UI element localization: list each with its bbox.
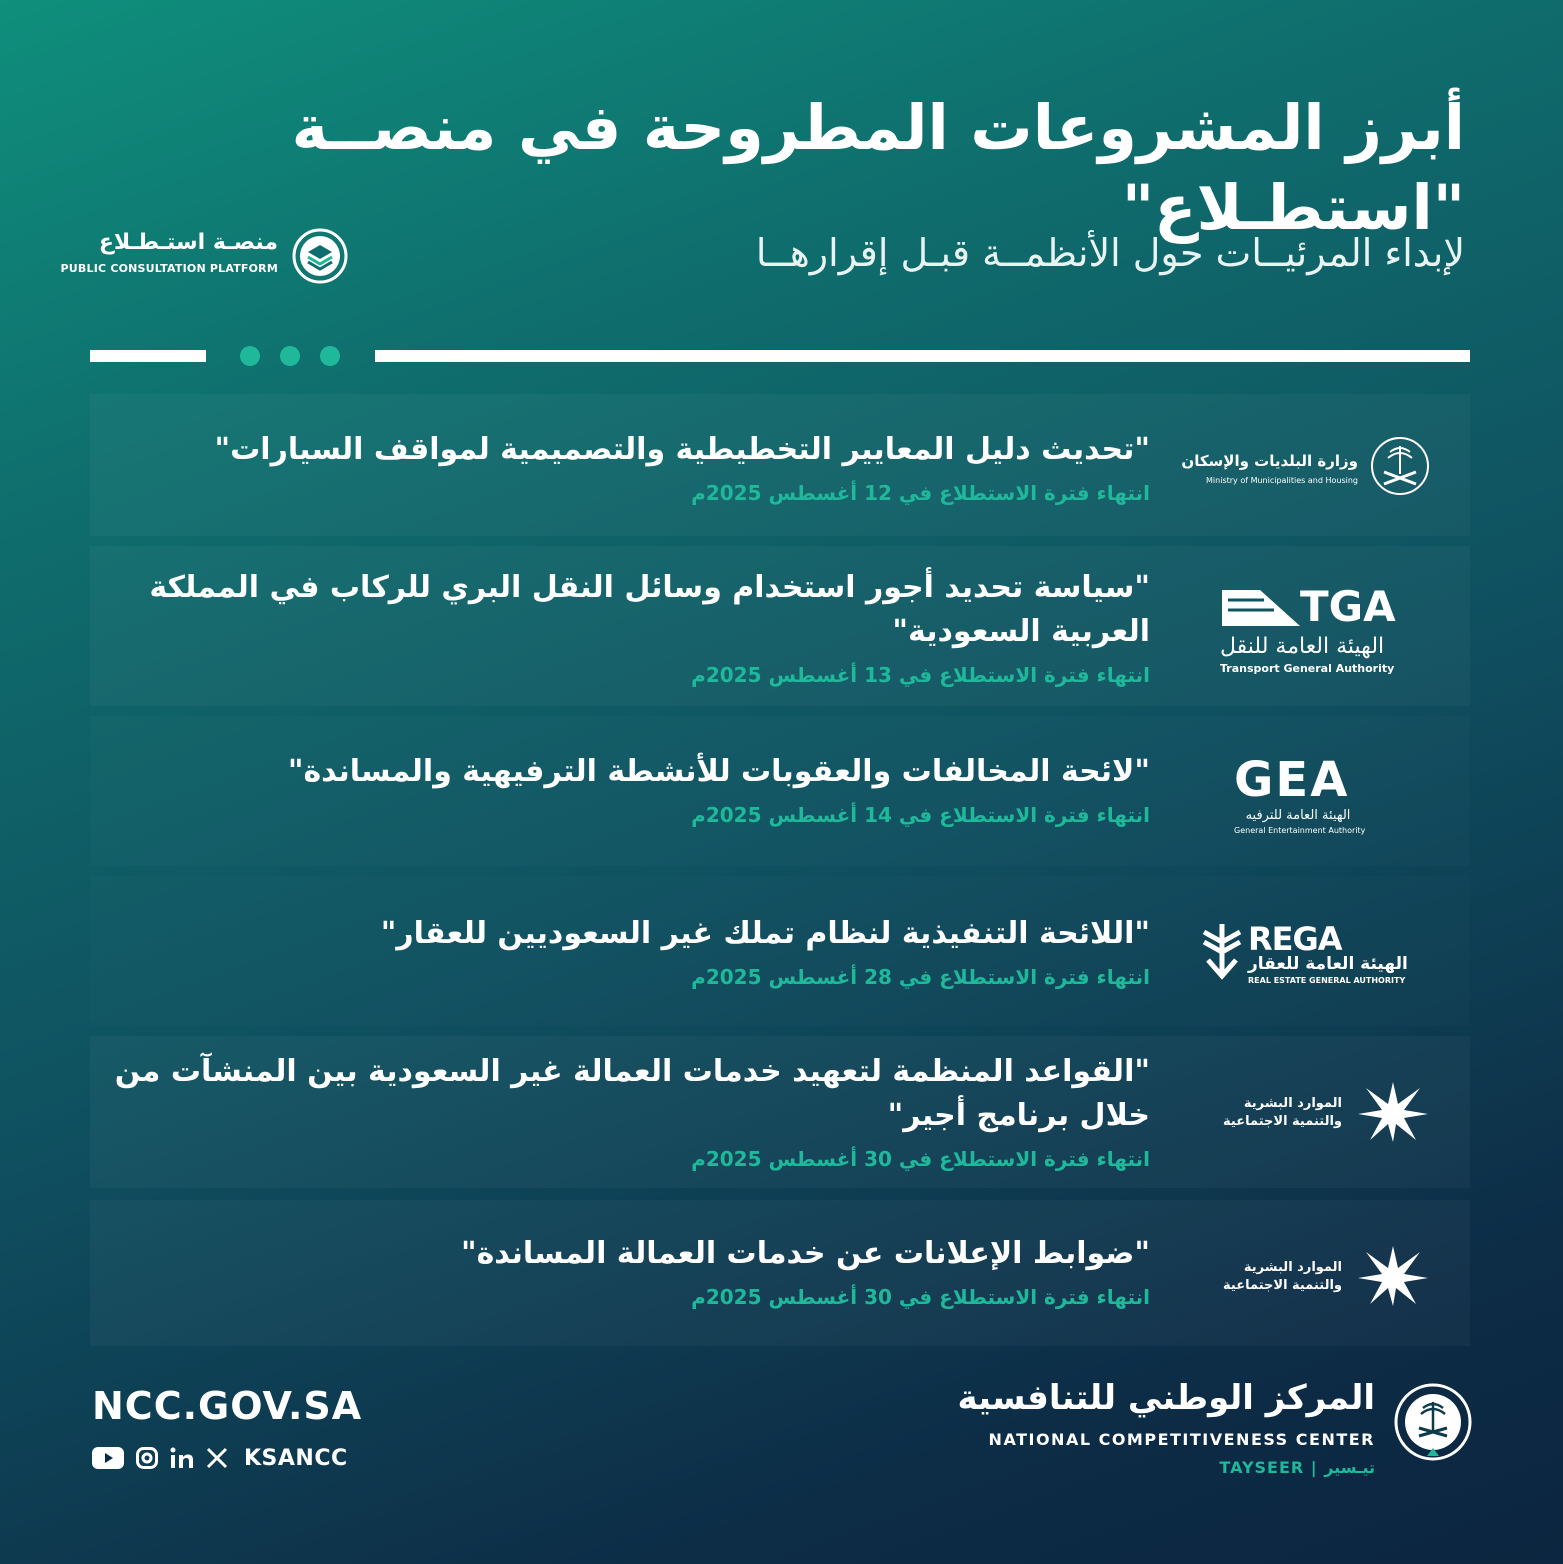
org-name-en: REAL ESTATE GENERAL AUTHORITY <box>1248 976 1406 985</box>
tayseer-label: TAYSEER | تيـسير <box>1219 1458 1375 1477</box>
org-name-en: General Entertainment Authority <box>1234 826 1366 835</box>
item-deadline: انتهاء فترة الاستطلاع في 13 أغسطس 2025م <box>691 663 1150 687</box>
item-title: "سياسة تحديد أجور استخدام وسائل النقل البري للركاب في المملكة العربية السعودية" <box>149 570 1150 649</box>
org-name-line-2: والتنمية الاجتماعية <box>1223 1278 1342 1293</box>
divider-dot <box>240 346 260 366</box>
mmh-logo <box>1181 434 1430 504</box>
website-link[interactable]: NCC.GOV.SA <box>92 1384 363 1428</box>
platform-name-en: PUBLIC CONSULTATION PLATFORM <box>60 262 278 275</box>
consultation-item <box>90 1036 1470 1188</box>
page-title: أبرز المشروعات المطروحة في منصــة "استطـلاع" <box>291 91 1465 244</box>
ncc-seal-icon <box>1393 1382 1473 1462</box>
item-deadline: انتهاء فترة الاستطلاع في 12 أغسطس 2025م <box>691 481 1150 505</box>
org-abbr: GEA <box>1234 752 1350 808</box>
consultation-item <box>90 546 1470 706</box>
item-title: "ضوابط الإعلانات عن خدمات العمالة المساندة" <box>460 1236 1150 1271</box>
ncc-name-en: NATIONAL COMPETITIVENESS CENTER <box>988 1430 1375 1449</box>
item-title: "القواعد المنظمة لتعهيد خدمات العمالة غير السعودية بين المنشآت من خلال برنامج أجير" <box>114 1054 1150 1133</box>
item-deadline: انتهاء فترة الاستطلاع في 28 أغسطس 2025م <box>691 965 1150 989</box>
ncc-name-ar: المركز الوطني للتنافسية <box>957 1378 1375 1418</box>
divider-dot <box>320 346 340 366</box>
org-name-en: Transport General Authority <box>1220 662 1395 675</box>
item-title: "اللائحة التنفيذية لنظام تملك غير السعوديين للعقار" <box>380 916 1150 951</box>
org-name-ar: الهيئة العامة للنقل <box>1220 634 1385 659</box>
section-divider <box>90 350 1470 362</box>
palm-swords-emblem-icon <box>1370 434 1430 498</box>
consultation-item <box>90 716 1470 866</box>
road-sign-icon <box>1220 586 1304 630</box>
tga-logo <box>1200 582 1430 682</box>
instagram-icon[interactable] <box>136 1447 158 1469</box>
consultation-item <box>90 876 1470 1026</box>
palm-building-icon <box>1200 920 1244 980</box>
hrsd-logo <box>1200 1080 1430 1146</box>
ncc-logo <box>957 1378 1473 1488</box>
org-name-line-1: الموارد البشرية <box>1243 1096 1342 1111</box>
page-subtitle: لإبداء المرئيــات حول الأنظمــة قبـل إقرارهــا <box>755 231 1465 275</box>
consultation-item <box>90 1200 1470 1346</box>
platform-name-ar: منصـة استـطـلاع <box>98 230 278 255</box>
platform-logo <box>60 228 348 288</box>
rega-logo <box>1200 920 1430 990</box>
org-name-ar: وزارة البلديات والإسكان <box>1181 452 1358 470</box>
org-name-line-1: الموارد البشرية <box>1243 1260 1342 1275</box>
x-icon[interactable] <box>206 1447 228 1469</box>
social-handle[interactable]: KSANCC <box>244 1445 348 1471</box>
divider-dot <box>280 346 300 366</box>
org-name-ar: الهيئة العامة للترفيه <box>1245 808 1351 823</box>
linkedin-icon[interactable] <box>170 1447 194 1469</box>
divider-line-left <box>90 350 206 362</box>
org-abbr: REGA <box>1248 920 1342 958</box>
item-deadline: انتهاء فترة الاستطلاع في 14 أغسطس 2025م <box>691 803 1150 827</box>
stacked-layers-icon <box>292 228 348 284</box>
org-name-ar: الهيئة العامة للعقار <box>1248 954 1408 974</box>
hrsd-logo <box>1200 1244 1430 1310</box>
consultation-item <box>90 394 1470 536</box>
divider-line-right <box>375 350 1470 362</box>
item-deadline: انتهاء فترة الاستطلاع في 30 أغسطس 2025م <box>691 1285 1150 1309</box>
org-name-line-2: والتنمية الاجتماعية <box>1223 1114 1342 1129</box>
item-title: "لائحة المخالفات والعقوبات للأنشطة الترفيهية والمساندة" <box>287 754 1150 789</box>
org-name-en: Ministry of Municipalities and Housing <box>1206 476 1358 485</box>
star-palm-icon <box>1356 1244 1430 1308</box>
social-links <box>92 1444 348 1472</box>
org-abbr: TGA <box>1300 582 1396 631</box>
youtube-icon[interactable] <box>92 1447 124 1469</box>
item-deadline: انتهاء فترة الاستطلاع في 30 أغسطس 2025م <box>691 1147 1150 1171</box>
item-title: "تحديث دليل المعايير التخطيطية والتصميمية لمواقف السيارات" <box>214 432 1150 467</box>
star-palm-icon <box>1356 1080 1430 1144</box>
gea-logo <box>1200 752 1430 842</box>
